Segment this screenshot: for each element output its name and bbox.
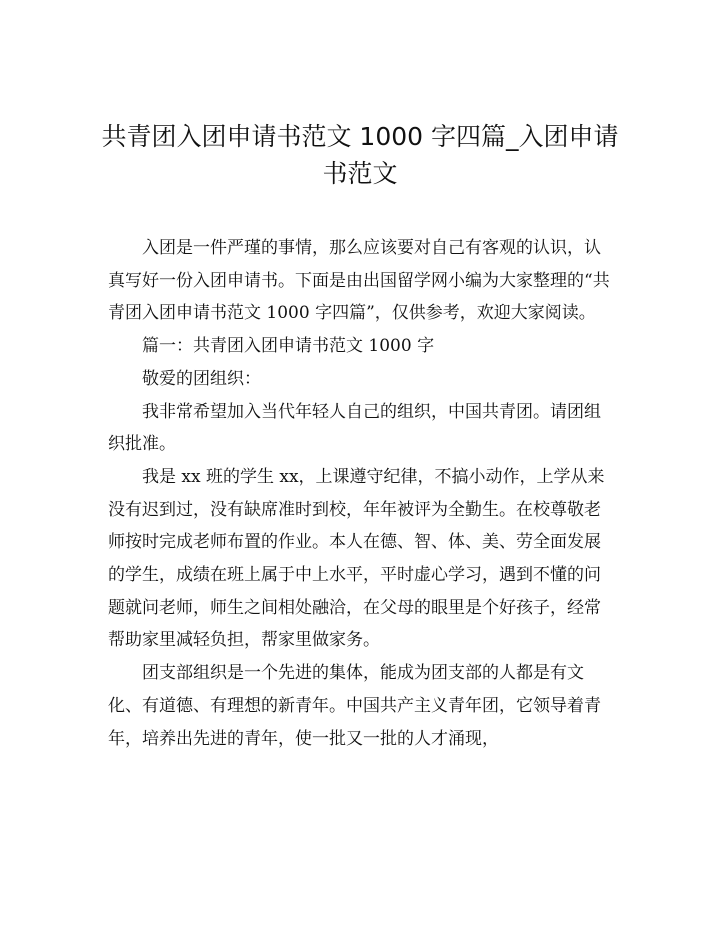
document-body bbox=[108, 232, 614, 755]
intro-paragraph: 入团是一件严瑾的事情，那么应该要对自己有客观的认识，认真写好一份入团申请书。下面是由出国留学网小编为大家整理的“共青团入团申请书范文 1000 字四篇”，仅供参考，欢迎大家阅读。 bbox=[108, 238, 610, 324]
body-paragraph: 团支部组织是一个先进的集体，能成为团支部的人都是有文化、有道德、有理想的新青年。中国共产主义青年团，它领导着青年，培养出先进的青年，使一批又一批的人才涌现， bbox=[108, 663, 601, 749]
section-heading: 篇一：共青团入团申请书范文 1000 字 bbox=[142, 336, 435, 357]
document-title: 共青团入团申请书范文 1000 字四篇_入团申请书范文 bbox=[101, 122, 619, 188]
salutation: 敬爱的团组织： bbox=[142, 368, 261, 389]
body-paragraph: 我是 xx 班的学生 xx，上课遵守纪律，不搞小动作，上学从来没有迟到过，没有缺席准时到校，年年被评为全勤生。在校尊敬老师按时完成老师布置的作业。本人在德、智、体、美、劳全面发展的学生，成绩在班上属于中上水平，平时虚心学习，遇到不懂的问题就问老师，师生之间相处融洽，在父母的眼里是个好孩子，经常帮助家里减轻负担，帮家里做家务。 bbox=[108, 466, 605, 651]
body-paragraph: 我非常希望加入当代年轻人自己的组织，中国共青团。请团组织批准。 bbox=[108, 401, 601, 455]
